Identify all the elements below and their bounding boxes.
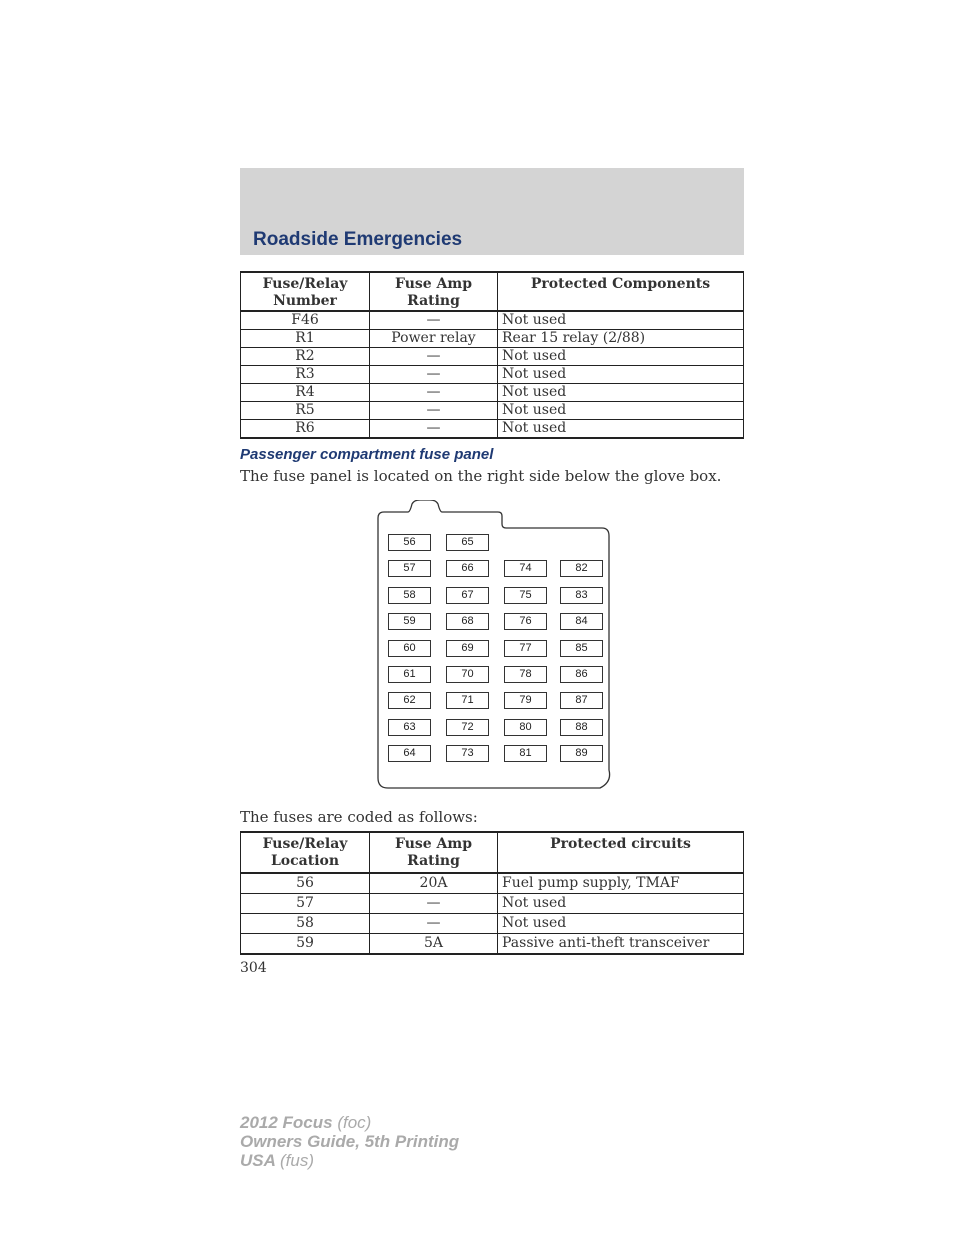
fuse-slot: 73 — [446, 745, 489, 762]
fuse-relay-table — [240, 271, 744, 439]
fuse-slot: 80 — [504, 719, 547, 736]
section-title: Roadside Emergencies — [253, 229, 463, 250]
table-cell: F46 — [241, 311, 370, 330]
table-row — [241, 330, 744, 348]
table-cell: Not used — [498, 894, 744, 914]
coded-paragraph: The fuses are coded as follows: — [240, 808, 478, 826]
fuse-panel-diagram — [376, 500, 616, 792]
fuse-slot: 62 — [388, 692, 431, 709]
fuse-slot: 84 — [560, 613, 603, 630]
fuse-slot: 89 — [560, 745, 603, 762]
table-row — [241, 348, 744, 366]
fuse-slot: 70 — [446, 666, 489, 683]
fuse-slot: 57 — [388, 560, 431, 577]
table-cell: — — [370, 420, 498, 439]
table-cell: Not used — [498, 366, 744, 384]
fuse-slot: 83 — [560, 587, 603, 604]
table-cell: 57 — [241, 894, 370, 914]
table-row — [241, 934, 744, 955]
header-protected-circuits: Protected circuits — [498, 832, 744, 873]
fuse-slot: 82 — [560, 560, 603, 577]
fuse-slot: 87 — [560, 692, 603, 709]
fuse-slot: 75 — [504, 587, 547, 604]
table-row — [241, 384, 744, 402]
table-cell: Not used — [498, 914, 744, 934]
fuse-slot: 86 — [560, 666, 603, 683]
fuse-slot: 71 — [446, 692, 489, 709]
table-cell: Not used — [498, 384, 744, 402]
table-cell: Passive anti-theft transceiver — [498, 934, 744, 955]
table-header-row — [241, 272, 744, 311]
table-cell: Not used — [498, 420, 744, 439]
table-row — [241, 311, 744, 330]
header-fuse-relay-location: Fuse/Relay Location — [241, 832, 370, 873]
fuse-slot: 78 — [504, 666, 547, 683]
table-cell: R2 — [241, 348, 370, 366]
fuse-slot: 63 — [388, 719, 431, 736]
table-cell: Not used — [498, 402, 744, 420]
document-footer — [240, 1113, 459, 1170]
table-cell: 58 — [241, 914, 370, 934]
intro-paragraph: The fuse panel is located on the right side below the glove box. — [240, 467, 722, 485]
table-cell: 59 — [241, 934, 370, 955]
header-fuse-amp-rating: Fuse Amp Rating — [370, 832, 498, 873]
fuse-slot: 69 — [446, 640, 489, 657]
table-cell: — — [370, 402, 498, 420]
fuse-slot: 79 — [504, 692, 547, 709]
fuse-slot: 60 — [388, 640, 431, 657]
fuse-slot: 66 — [446, 560, 489, 577]
table-cell: — — [370, 348, 498, 366]
table-header-row — [241, 832, 744, 873]
fuse-slot: 58 — [388, 587, 431, 604]
page-number: 304 — [240, 960, 267, 976]
fuse-slot: 67 — [446, 587, 489, 604]
table-cell: — — [370, 366, 498, 384]
fuse-slot: 74 — [504, 560, 547, 577]
table-row — [241, 402, 744, 420]
fuse-circuits-table — [240, 831, 744, 955]
table-cell: R6 — [241, 420, 370, 439]
fuse-slot: 85 — [560, 640, 603, 657]
table-cell: Power relay — [370, 330, 498, 348]
table-cell: R5 — [241, 402, 370, 420]
table-cell: Not used — [498, 311, 744, 330]
fuse-slot: 68 — [446, 613, 489, 630]
fuse-slot: 88 — [560, 719, 603, 736]
section-heading: Passenger compartment fuse panel — [240, 446, 494, 463]
fuse-slot: 65 — [446, 534, 489, 551]
table-cell: — — [370, 311, 498, 330]
footer-line-3: USA (fus) — [240, 1151, 314, 1170]
fuse-slot: 81 — [504, 745, 547, 762]
table-cell: Fuel pump supply, TMAF — [498, 873, 744, 894]
footer-line-1: 2012 Focus (foc) — [240, 1113, 372, 1132]
fuse-slot: 59 — [388, 613, 431, 630]
header-fuse-relay-number: Fuse/Relay Number — [241, 272, 370, 311]
fuse-slot: 77 — [504, 640, 547, 657]
table-cell: R3 — [241, 366, 370, 384]
fuse-slot: 72 — [446, 719, 489, 736]
table-cell: 56 — [241, 873, 370, 894]
table-row — [241, 894, 744, 914]
footer-line-2: Owners Guide, 5th Printing — [240, 1132, 460, 1151]
header-protected-components: Protected Components — [498, 272, 744, 311]
fuse-slot: 76 — [504, 613, 547, 630]
table-cell: 20A — [370, 873, 498, 894]
table-row — [241, 914, 744, 934]
table-cell: R1 — [241, 330, 370, 348]
table-cell: — — [370, 384, 498, 402]
table-row — [241, 873, 744, 894]
table-cell: R4 — [241, 384, 370, 402]
table-cell: 5A — [370, 934, 498, 955]
table-row — [241, 366, 744, 384]
table-cell: — — [370, 914, 498, 934]
table-cell: — — [370, 894, 498, 914]
fuse-slot: 56 — [388, 534, 431, 551]
table-cell: Rear 15 relay (2/88) — [498, 330, 744, 348]
header-fuse-amp-rating: Fuse Amp Rating — [370, 272, 498, 311]
fuse-slot: 64 — [388, 745, 431, 762]
table-row — [241, 420, 744, 439]
table-cell: Not used — [498, 348, 744, 366]
fuse-slot: 61 — [388, 666, 431, 683]
header-band — [240, 168, 744, 255]
